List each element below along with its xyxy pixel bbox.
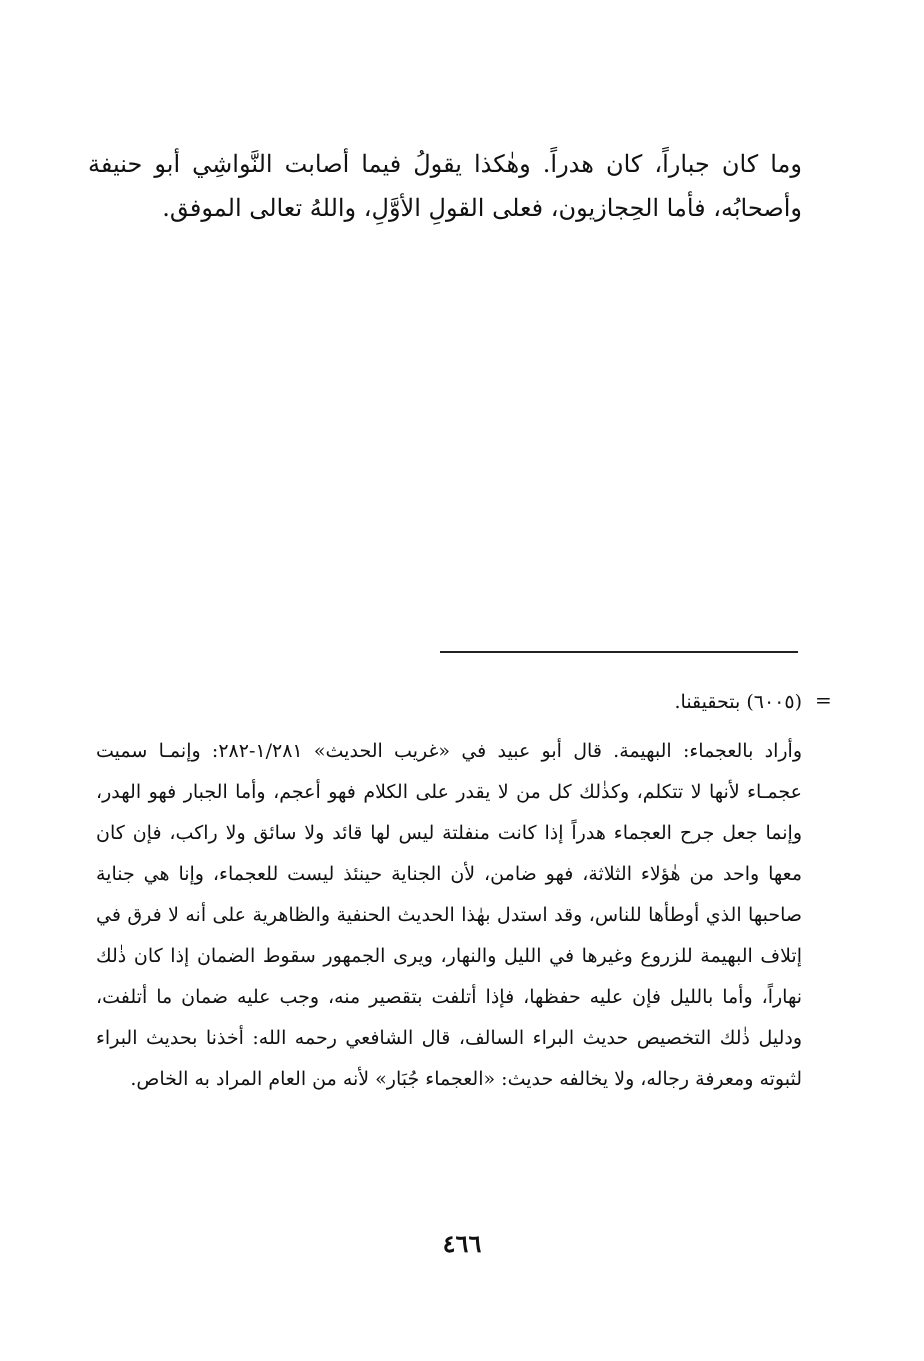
main-paragraph: وما كان جباراً، كان هدراً. وهٰكذا يقولُ فيما أصابت النَّواشِي أبو حنيفة وأصحابُه، فأما الحِجازيون، فعلى القولِ الأوَّلِ، واللهُ تعالى الموفق. — [88, 150, 802, 222]
footnote-separator — [440, 651, 798, 653]
page-number: ٤٦٦ — [442, 1229, 482, 1258]
footnote-reference: (٦٠٠٥) بتحقيقنا. — [674, 691, 802, 713]
footnote-continuation-mark: = — [815, 688, 832, 712]
footnotes-block — [96, 682, 802, 1100]
footnote-body: وأراد بالعجماء: البهيمة. قال أبو عبيد في «غريب الحديث» ١/٢٨١-٢٨٢: وإنمـا سميت عجمـاء لأنها لا تتكلم، وكذٰلك كل من لا يقدر على الكلام فهو أعجم، وأما الجبار فهو الهدر، وإنما جعل جرح العجماء هدراً إذا كانت منفلتة ليس لها قائد ولا سائق ولا راكب، فإن كان معها واحد من هٰؤلاء الثلاثة، فهو ضامن، لأن الجناية حينئذ ليست للعجماء، وإنا هي جناية صاحبها الذي أوطأها للناس، وقد استدل بهٰذا الحديث الحنفية والظاهرية على أنه لا فرق في إتلاف البهيمة للزروع وغيرها في الليل والنهار، ويرى الجمهور سقوط الضمان إذا كان ذٰلك نهاراً، وأما بالليل فإن عليه حفظها، فإذا أتلفت بتقصير منه، وجب عليه ضمان ما أتلفت، ودليل ذٰلك التخصيص حديث البراء السالف، قال الشافعي رحمه الله: أخذنا بحديث البراء لثبوته ومعرفة رجاله، ولا يخالفه حديث: «العجماء جُبَار» لأنه من العام المراد به الخاص. — [96, 740, 802, 1090]
main-text-block — [88, 142, 802, 230]
